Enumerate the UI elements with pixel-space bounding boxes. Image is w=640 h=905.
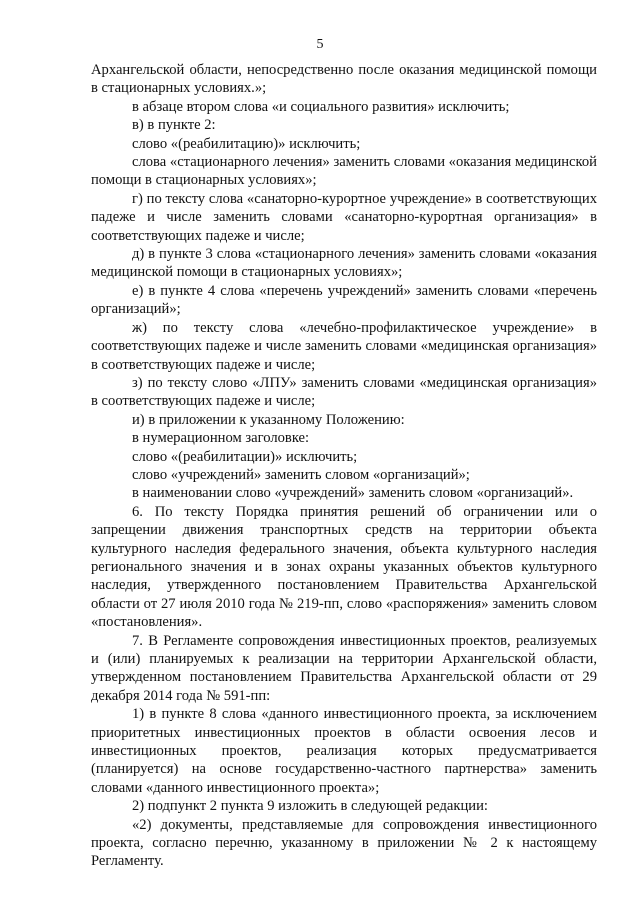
paragraph: 6. По тексту Порядка принятия решений об ограничении или о запрещении движения транспортных средств на территории объекта культурного наследия федерального значения, объекта культурного наследия регионального значения и в зонах охраны указанных объектов культурного наследия, утвержденного постановлением Правительства Архангельской области от 27 июля 2010 года № 219-пп, слово «распоряжения» заменить словом «постановления». [91,503,597,631]
document-body [91,61,597,871]
paragraph: г) по тексту слова «санаторно-курортное учреждение» в соответствующих падеже и числе заменить словами «санаторно-курортная организация» в соответствующих падеже и числе; [91,190,597,244]
paragraph: 1) в пункте 8 слова «данного инвестиционного проекта, за исключением приоритетных инвестиционных проектов в области освоения лесов и инвестиционных проектов, реализация которых предусматривается (планируется) на основе государственно-частного партнерства» заменить словами «данного инвестиционного проекта»; [91,706,597,796]
paragraph: «2) документы, представляемые для сопровождения инвестиционного проекта, согласно перечню, указанному в приложении № 2 к настоящему Регламенту. [91,816,597,870]
paragraph: ж) по тексту слова «лечебно-профилактическое учреждение» в соответствующих падеже и числе заменить словами «медицинская организация» в соответствующих падеже и числе; [91,319,597,373]
page-number: 5 [316,37,324,52]
paragraph: слово «(реабилитации)» исключить; [132,448,358,465]
paragraph: д) в пункте 3 слова «стационарного лечения» заменить словами «оказания медицинской помощи в стационарных условиях»; [91,246,597,281]
paragraph: слово «(реабилитацию)» исключить; [132,135,361,152]
paragraph: е) в пункте 4 слова «перечень учреждений» заменить словами «перечень организаций»; [91,282,597,318]
paragraph: в наименовании слово «учреждений» заменить словом «организаций». [132,485,574,502]
paragraph: 7. В Регламенте сопровождения инвестиционных проектов, реализуемых и (или) планируемых к реализации на территории Архангельской области, утвержденном постановлением Правительства Архангельской области от 29 декабря 2014 года № 591-пп: [91,632,597,704]
paragraph: в нумерационном заголовке: [132,430,310,447]
paragraph: Архангельской области, непосредственно после оказания медицинской помощи в стационарных условиях.»; [91,62,597,97]
paragraph: в) в пункте 2: [132,117,216,134]
paragraph: 2) подпункт 2 пункта 9 изложить в следующей редакции: [132,798,488,815]
paragraph: з) по тексту слово «ЛПУ» заменить словами «медицинская организация» в соответствующих падеже и числе; [91,374,597,410]
paragraph: слово «учреждений» заменить словом «организаций»; [132,466,470,483]
paragraph: в абзаце втором слова «и социального развития» исключить; [132,98,510,115]
paragraph: слова «стационарного лечения» заменить словами «оказания медицинской помощи в стационарных условиях»; [91,154,597,189]
paragraph: и) в приложении к указанному Положению: [132,411,405,428]
